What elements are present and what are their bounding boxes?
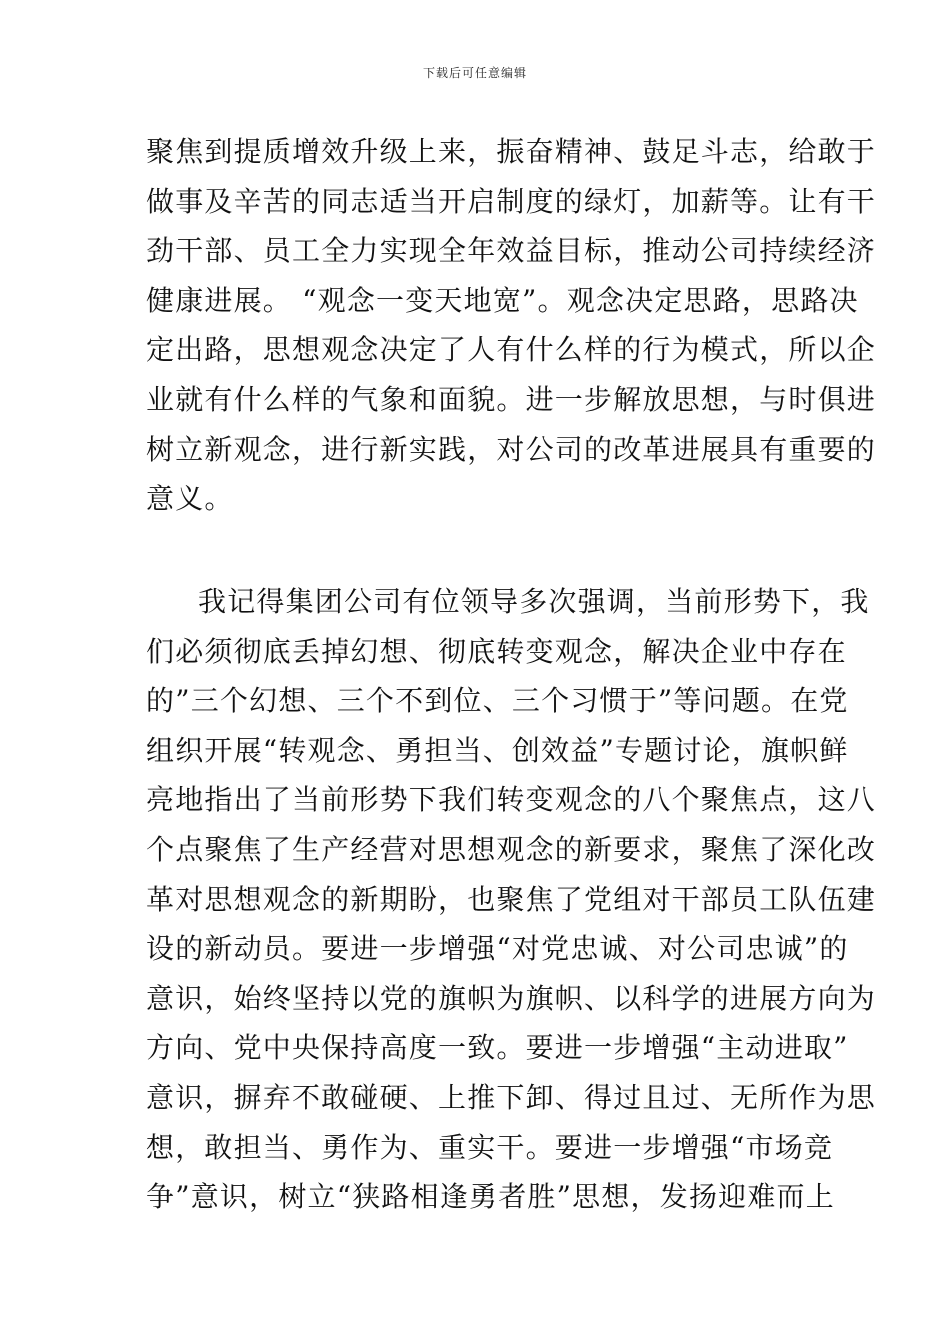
paragraph-line: 革对思想观念的新期盼，也聚焦了党组对干部员工队伍建 <box>146 882 877 916</box>
paragraph-line: 们必须彻底丢掉幻想、彻底转变观念，解决企业中存在 <box>146 634 847 668</box>
paragraph-line: 劲干部、员工全力实现全年效益目标，推动公司持续经济 <box>146 234 877 268</box>
paragraph-line: 定出路，思想观念决定了人有什么样的行为模式，所以企 <box>146 333 877 367</box>
paragraph-line: 的”三个幻想、三个不到位、三个习惯于”等问题。在党 <box>146 684 849 718</box>
paragraph-1 <box>146 127 877 524</box>
header-note: 下载后可任意编辑 <box>422 66 527 80</box>
paragraph-line: 业就有什么样的气象和面貌。进一步解放思想，与时俱进 <box>146 382 877 416</box>
paragraph-line: 聚焦到提质增效升级上来，振奋精神、鼓足斗志，给敢于 <box>146 135 877 168</box>
paragraph-line: 做事及辛苦的同志适当开启制度的绿灯，加薪等。让有干 <box>146 184 877 218</box>
paragraph-2 <box>146 577 877 1222</box>
paragraph-line: 我记得集团公司有位领导多次强调，当前形势下，我 <box>198 585 870 618</box>
paragraph-line: 健康进展。 “观念一变天地宽”。观念决定思路，思路决 <box>146 283 859 317</box>
paragraph-line: 争”意识，树立“狭路相逢勇者胜”思想，发扬迎难而上 <box>146 1180 835 1214</box>
paragraph-line: 意识，始终坚持以党的旗帜为旗帜、以科学的进展方向为 <box>146 981 877 1015</box>
paragraph-line: 亮地指出了当前形势下我们转变观念的八个聚焦点，这八 <box>146 783 877 817</box>
paragraph-line: 组织开展“转观念、勇担当、创效益”专题讨论，旗帜鲜 <box>146 733 849 767</box>
paragraph-line: 树立新观念，进行新实践，对公司的改革进展具有重要的 <box>146 432 877 466</box>
paragraph-line: 个点聚焦了生产经营对思想观念的新要求，聚焦了深化改 <box>146 832 877 866</box>
paragraph-line: 想，敢担当、勇作为、重实干。要进一步增强“市场竞 <box>146 1130 834 1164</box>
paragraph-line: 方向、党中央保持高度一致。要进一步增强“主动进取” <box>146 1031 849 1065</box>
paragraph-line: 意识，摒弃不敢碰硬、上推下卸、得过且过、无所作为思 <box>146 1080 877 1114</box>
paragraph-line: 意义。 <box>146 482 234 516</box>
paragraph-line: 设的新动员。要进一步增强“对党忠诚、对公司忠诚”的 <box>146 932 849 966</box>
